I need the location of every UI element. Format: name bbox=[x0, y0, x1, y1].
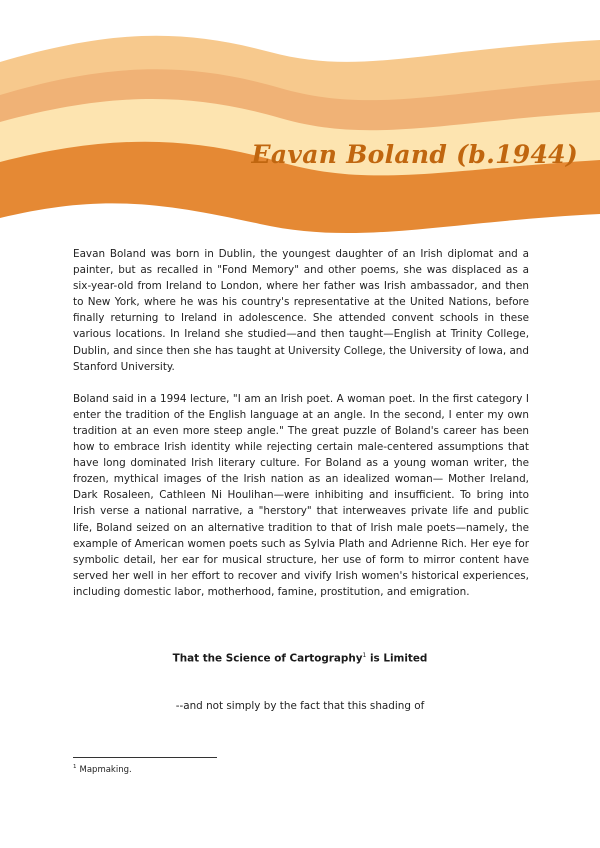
footnote bbox=[73, 764, 132, 775]
poem-first-line: --and not simply by the fact that this shading of bbox=[175, 700, 425, 712]
page-title: Eavan Boland (b.1944) bbox=[251, 140, 578, 169]
footnote-text: Mapmaking. bbox=[79, 764, 132, 775]
paragraph-2: Boland said in a 1994 lecture, "I am an Irish poet. A woman poet. In the first category I enter the tradition of the English language at an angle. In the second, I enter my own tradition at an even more steep angle." The great puzzle of Boland's career has been how to embrace Irish identity while rejecting certain male-centered assumptions that have long dominated Irish literary culture. For Boland as a young woman writer, the frozen, mythical images of the Irish nation as an idealized woman— Mother Ireland, Dark Rosaleen, Cathleen Ni Houlihan—were inhibiting and insufficient. To bring into Irish verse a national narrative, a "herstory" that interweaves private life and public life, Boland seized on an alternative tradition to that of Irish male poets—namely, the example of American women poets such as Sylvia Plath and Adrienne Rich. Her eye for symbolic detail, her ear for musical structure, her use of form to mirror content have served her well in her effort to recover and vivify Irish women's historical experiences, including domestic labor, motherhood, famine, prostitution, and emigration. bbox=[73, 392, 529, 598]
paragraph-1: Eavan Boland was born in Dublin, the youngest daughter of an Irish diplomat and a painter, but as recalled in "Fond Memory" and other poems, she was displaced as a six-year-old from Ireland to London, where her father was Irish ambassador, and then to New York, where he was his country's representative at the United Nations, before finally returning to Ireland in adolescence. She attended convent schools in these various locations. In Ireland she studied—and then taught—English at Trinity College, Dublin, and since then she has taught at University College, the University of Iowa, and Stanford University. bbox=[73, 248, 529, 373]
footnote-divider bbox=[73, 757, 217, 758]
poem-title bbox=[0, 652, 600, 664]
biography-text bbox=[73, 246, 529, 616]
wave-graphic bbox=[0, 0, 600, 250]
decorative-wave-banner bbox=[0, 0, 600, 250]
poem-title-text: That the Science of Cartography bbox=[172, 652, 363, 665]
footnote-ref: 1 bbox=[362, 652, 367, 659]
footnote-number: 1 bbox=[73, 764, 77, 770]
poem-title-suffix: is Limited bbox=[369, 652, 428, 665]
